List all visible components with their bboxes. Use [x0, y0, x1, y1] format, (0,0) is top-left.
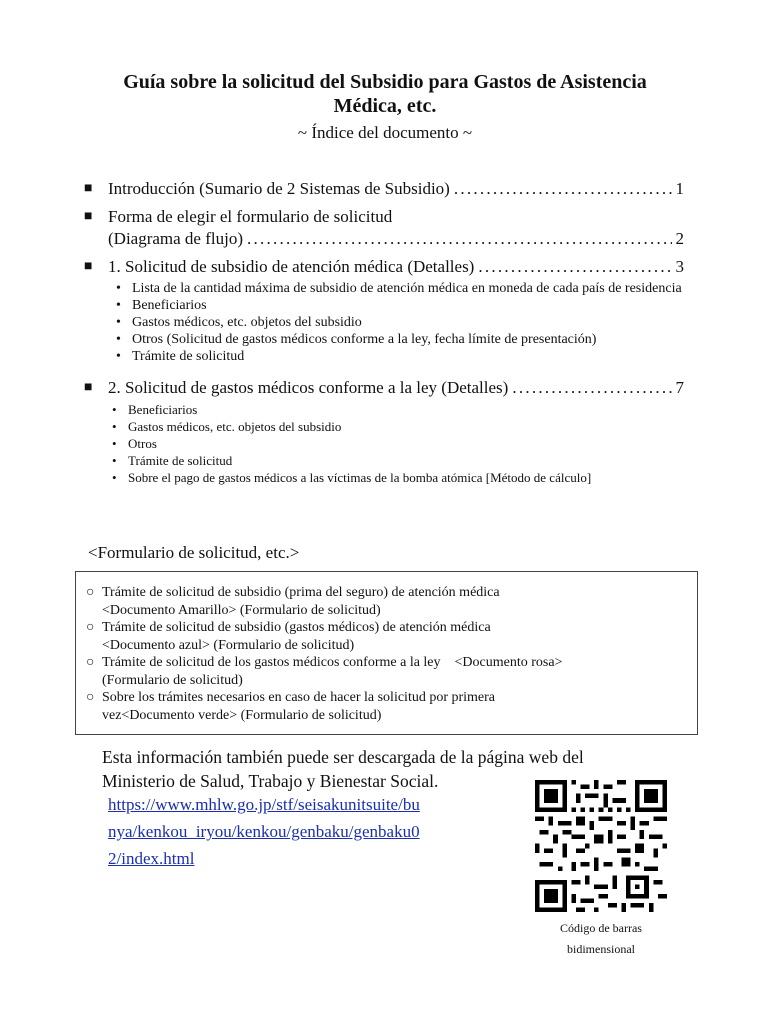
list-item: • Otros: [110, 435, 684, 452]
toc-sub-list-1: [84, 280, 684, 365]
toc-entry-seccion-1[interactable]: [84, 256, 684, 278]
list-item: • Otros (Solicitud de gastos médicos conforme a la ley, fecha límite de presentación): [114, 331, 684, 348]
list-item: • Lista de la cantidad máxima de subsidio de atención médica en moneda de cada país de residencia: [114, 280, 684, 297]
list-item: • Beneficiarios: [110, 401, 684, 418]
url-line-3[interactable]: 2/index.html: [108, 849, 195, 868]
list-item: • Gastos médicos, etc. objetos del subsidio: [110, 418, 684, 435]
form-item-line: vez<Documento verde> (Formulario de solicitud): [102, 707, 382, 723]
toc-page-number: 2: [675, 229, 684, 248]
toc-page-number: 3: [675, 257, 684, 276]
toc-entry-label-cont: (Diagrama de flujo): [108, 229, 243, 248]
ministry-url-link[interactable]: [108, 791, 503, 872]
list-item: • Trámite de solicitud: [114, 348, 684, 365]
dot-leader: [478, 256, 671, 278]
square-bullet-icon: ■: [84, 181, 93, 196]
circle-bullet-icon: ○: [86, 620, 95, 635]
toc-sub-list-2: [84, 401, 684, 486]
form-item-line: <Documento Amarillo> (Formulario de solicitud): [102, 602, 381, 618]
form-item-rosa[interactable]: [86, 654, 687, 689]
forms-heading: <Formulario de solicitud, etc.>: [88, 543, 300, 562]
circle-bullet-icon: ○: [86, 655, 95, 670]
url-line-2[interactable]: nya/kenkou_iryou/kenkou/genbaku/genbaku0: [108, 822, 420, 841]
document-subtitle: ~ Índice del documento ~: [297, 123, 473, 142]
list-item: • Trámite de solicitud: [110, 452, 684, 469]
square-bullet-icon: ■: [84, 209, 93, 224]
qr-caption-line-2: bidimensional: [567, 942, 635, 956]
list-item: • Gastos médicos, etc. objetos del subsidio: [114, 314, 684, 331]
dot-leader: [454, 178, 672, 200]
info-line-2: Ministerio de Salud, Trabajo y Bienestar Social.: [102, 771, 439, 791]
square-bullet-icon: ■: [84, 380, 93, 395]
toc-entry-label: Introducción (Sumario de 2 Sistemas de Subsidio): [108, 179, 450, 198]
title-line-2: Médica, etc.: [333, 95, 437, 117]
form-item-line: Trámite de solicitud de subsidio (prima del seguro) de atención médica: [102, 585, 500, 600]
form-item-line: <Documento azul> (Formulario de solicitud): [102, 637, 355, 653]
qr-code-icon: [532, 780, 670, 912]
document-title: [60, 70, 710, 118]
dot-leader: [512, 377, 671, 399]
circle-bullet-icon: ○: [86, 585, 95, 600]
circle-bullet-icon: ○: [86, 690, 95, 705]
toc-page-number: 7: [675, 378, 684, 397]
form-item-line: Trámite de solicitud de subsidio (gastos médicos) de atención médica: [102, 620, 491, 635]
toc-page-number: 1: [675, 179, 684, 198]
toc-entry-seccion-2[interactable]: [84, 377, 684, 399]
toc-entry-label: Forma de elegir el formulario de solicitud: [108, 207, 393, 226]
dot-leader: [247, 228, 672, 250]
form-item-azul[interactable]: [86, 619, 687, 654]
square-bullet-icon: ■: [84, 259, 93, 274]
toc-entry-introduccion[interactable]: [84, 178, 684, 200]
list-item: • Beneficiarios: [114, 297, 684, 314]
toc-entry-label: 1. Solicitud de subsidio de atención médica (Detalles): [108, 257, 475, 276]
toc-entry-label: 2. Solicitud de gastos médicos conforme a la ley (Detalles): [108, 378, 509, 397]
form-item-line: (Formulario de solicitud): [102, 672, 243, 688]
form-item-verde[interactable]: [86, 689, 687, 724]
list-item: • Sobre el pago de gastos médicos a las víctimas de la bomba atómica [Método de cálculo]: [110, 469, 684, 486]
form-item-line: Trámite de solicitud de los gastos médicos conforme a la ley <Documento rosa>: [102, 655, 563, 670]
toc-entry-formulario[interactable]: [84, 206, 684, 250]
qr-caption-line-1: Código de barras: [560, 921, 642, 935]
info-line-1: Esta información también puede ser descargada de la página web del: [102, 747, 584, 767]
forms-box: [75, 571, 698, 735]
form-item-line: Sobre los trámites necesarios en caso de hacer la solicitud por primera: [102, 690, 496, 705]
qr-caption: [520, 918, 682, 960]
form-item-amarillo[interactable]: [86, 584, 687, 619]
url-line-1[interactable]: https://www.mhlw.go.jp/stf/seisakunitsuite/bu: [108, 795, 420, 814]
title-line-1: Guía sobre la solicitud del Subsidio para Gastos de Asistencia: [123, 71, 647, 93]
table-of-contents: [84, 178, 684, 486]
